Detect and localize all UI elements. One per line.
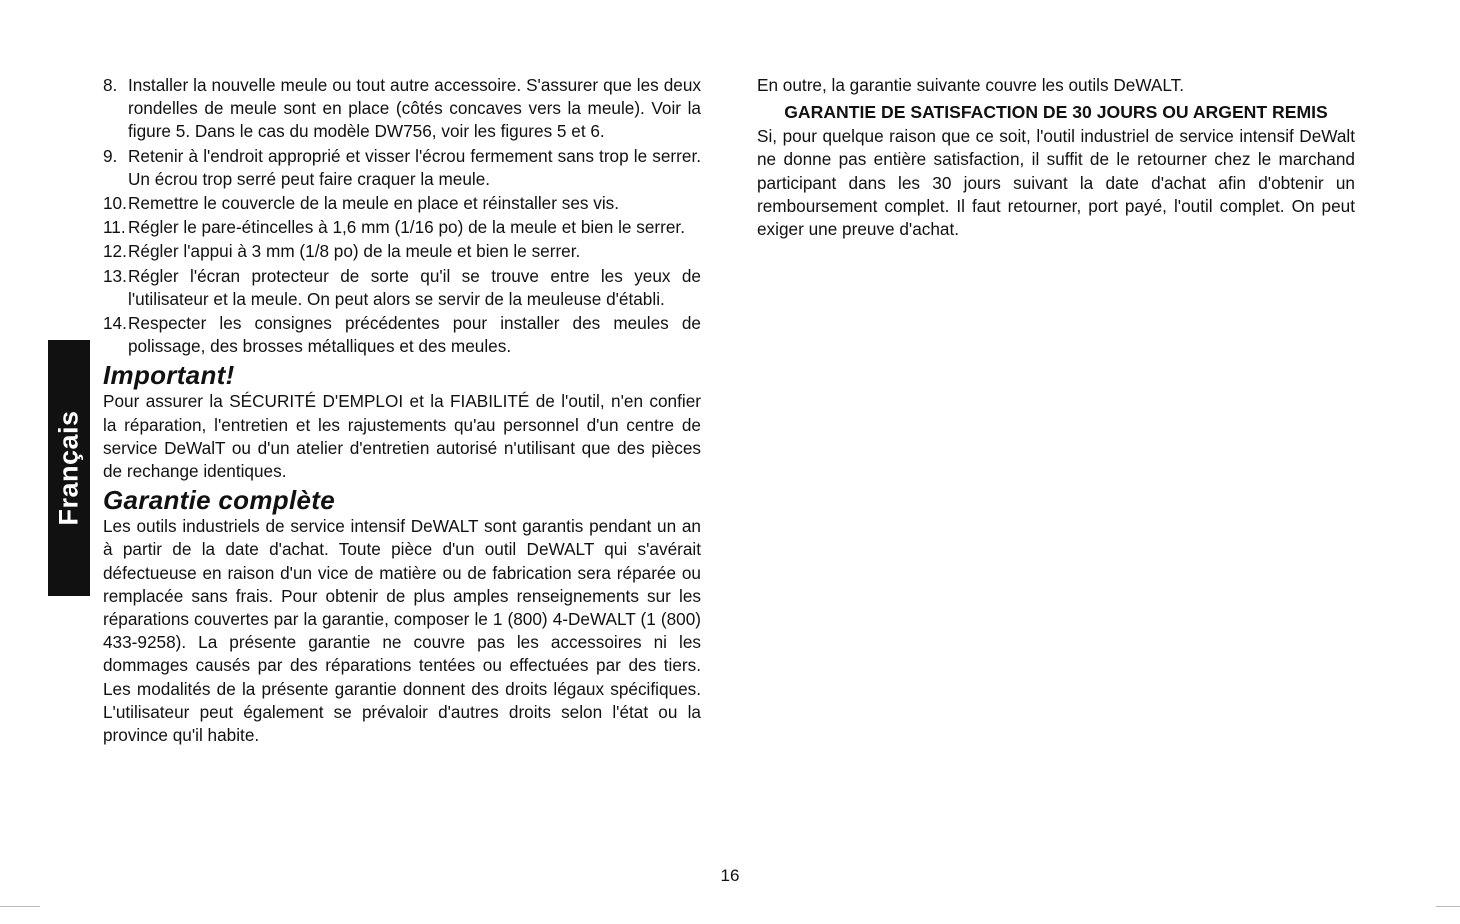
language-tab — [48, 340, 90, 596]
warranty-heading: Garantie complète — [103, 485, 335, 516]
step-text: Remettre le couvercle de la meule en place et réinstaller ses vis. — [128, 193, 620, 214]
step-text: Régler le pare-étincelles à 1,6 mm (1/16 po) de la meule et bien le serrer. — [128, 217, 685, 238]
warranty-paragraph: Les outils industriels de service intensif DeWALT sont garantis pendant un an à partir de la date d'achat. Toute pièce d'un outil DeWALT qui s'avérait défectueuse en raison d'un vice de matière ou de fabrication sera réparée ou remplacée sans frais. Pour obtenir de plus amples renseignements sur les réparations couvertes par la garantie, composer le 1 (800) 4-DeWALT (1 (800) 433-9258). La présente garantie ne couvre pas les accessoires ni les dommages causés par des réparations tentées ou effectuées par des tiers. Les modalités de la présente garantie donnent des droits légaux spécifiques. L'utilisateur peut également se prévaloir d'autres droits selon l'état ou la province qu'il habite. — [103, 516, 701, 746]
step-text: Régler l'écran protecteur de sorte qu'il se trouve entre les yeux de l'utilisateur et la meule. On peut alors se servir de la meuleuse d'établi. — [128, 265, 701, 309]
step-number: 13. — [103, 265, 127, 286]
list-item — [103, 192, 701, 215]
important-paragraph: Pour assurer la SÉCURITÉ D'EMPLOI et la FIABILITÉ de l'outil, n'en confier la réparation, l'entretien et les rajustements qu'au personnel d'un centre de service DeWalT ou d'un atelier d'entretien autorisé n'utilisant que des pièces de rechange identiques. — [103, 391, 701, 482]
step-number: 10. — [103, 193, 127, 214]
step-number: 9. — [103, 145, 118, 166]
list-item — [103, 265, 701, 311]
step-text: Retenir à l'endroit approprié et visser l'écrou fermement sans trop le serrer. Un écrou trop serré peut faire craquer la meule. — [128, 145, 701, 189]
step-number: 14. — [103, 313, 127, 334]
steps-list — [103, 74, 701, 358]
language-tab-label: Français — [53, 410, 84, 526]
step-text: Installer la nouvelle meule ou tout autre accessoire. S'assurer que les deux rondelles de meule sont en place (côtés concaves vers la meule). Voir la figure 5. Dans le cas du modèle DW756, voir les figures 5 et 6. — [128, 75, 701, 142]
list-item — [103, 216, 701, 239]
step-number: 11. — [103, 217, 126, 238]
important-heading: Important! — [103, 360, 235, 391]
list-item — [103, 240, 701, 263]
step-text: Respecter les consignes précédentes pour installer des meules de polissage, des brosses métalliques et des meules. — [128, 313, 701, 357]
right-column — [757, 74, 1355, 241]
list-item — [103, 74, 701, 144]
step-text: Régler l'appui à 3 mm (1/8 po) de la meule et bien le serrer. — [128, 241, 581, 262]
satisfaction-heading: GARANTIE DE SATISFACTION DE 30 JOURS OU ARGENT REMIS — [784, 102, 1328, 123]
bottom-rule-right — [1436, 906, 1460, 907]
list-item — [103, 312, 701, 358]
warranty-intro: En outre, la garantie suivante couvre les outils DeWALT. — [757, 75, 1185, 95]
left-column — [103, 74, 701, 747]
step-number: 12. — [103, 241, 127, 262]
list-item — [103, 145, 701, 191]
satisfaction-paragraph: Si, pour quelque raison que ce soit, l'outil industriel de service intensif DeWalt ne donne pas entière satisfaction, il suffit de le retourner chez le marchand participant dans les 30 jours suivant la date d'achat afin d'obtenir un remboursement complet. Il faut retourner, port payé, l'outil complet. On peut exiger une preuve d'achat. — [757, 126, 1355, 240]
step-number: 8. — [103, 75, 118, 95]
page-number: 16 — [720, 866, 740, 885]
bottom-rule-left — [0, 906, 40, 907]
